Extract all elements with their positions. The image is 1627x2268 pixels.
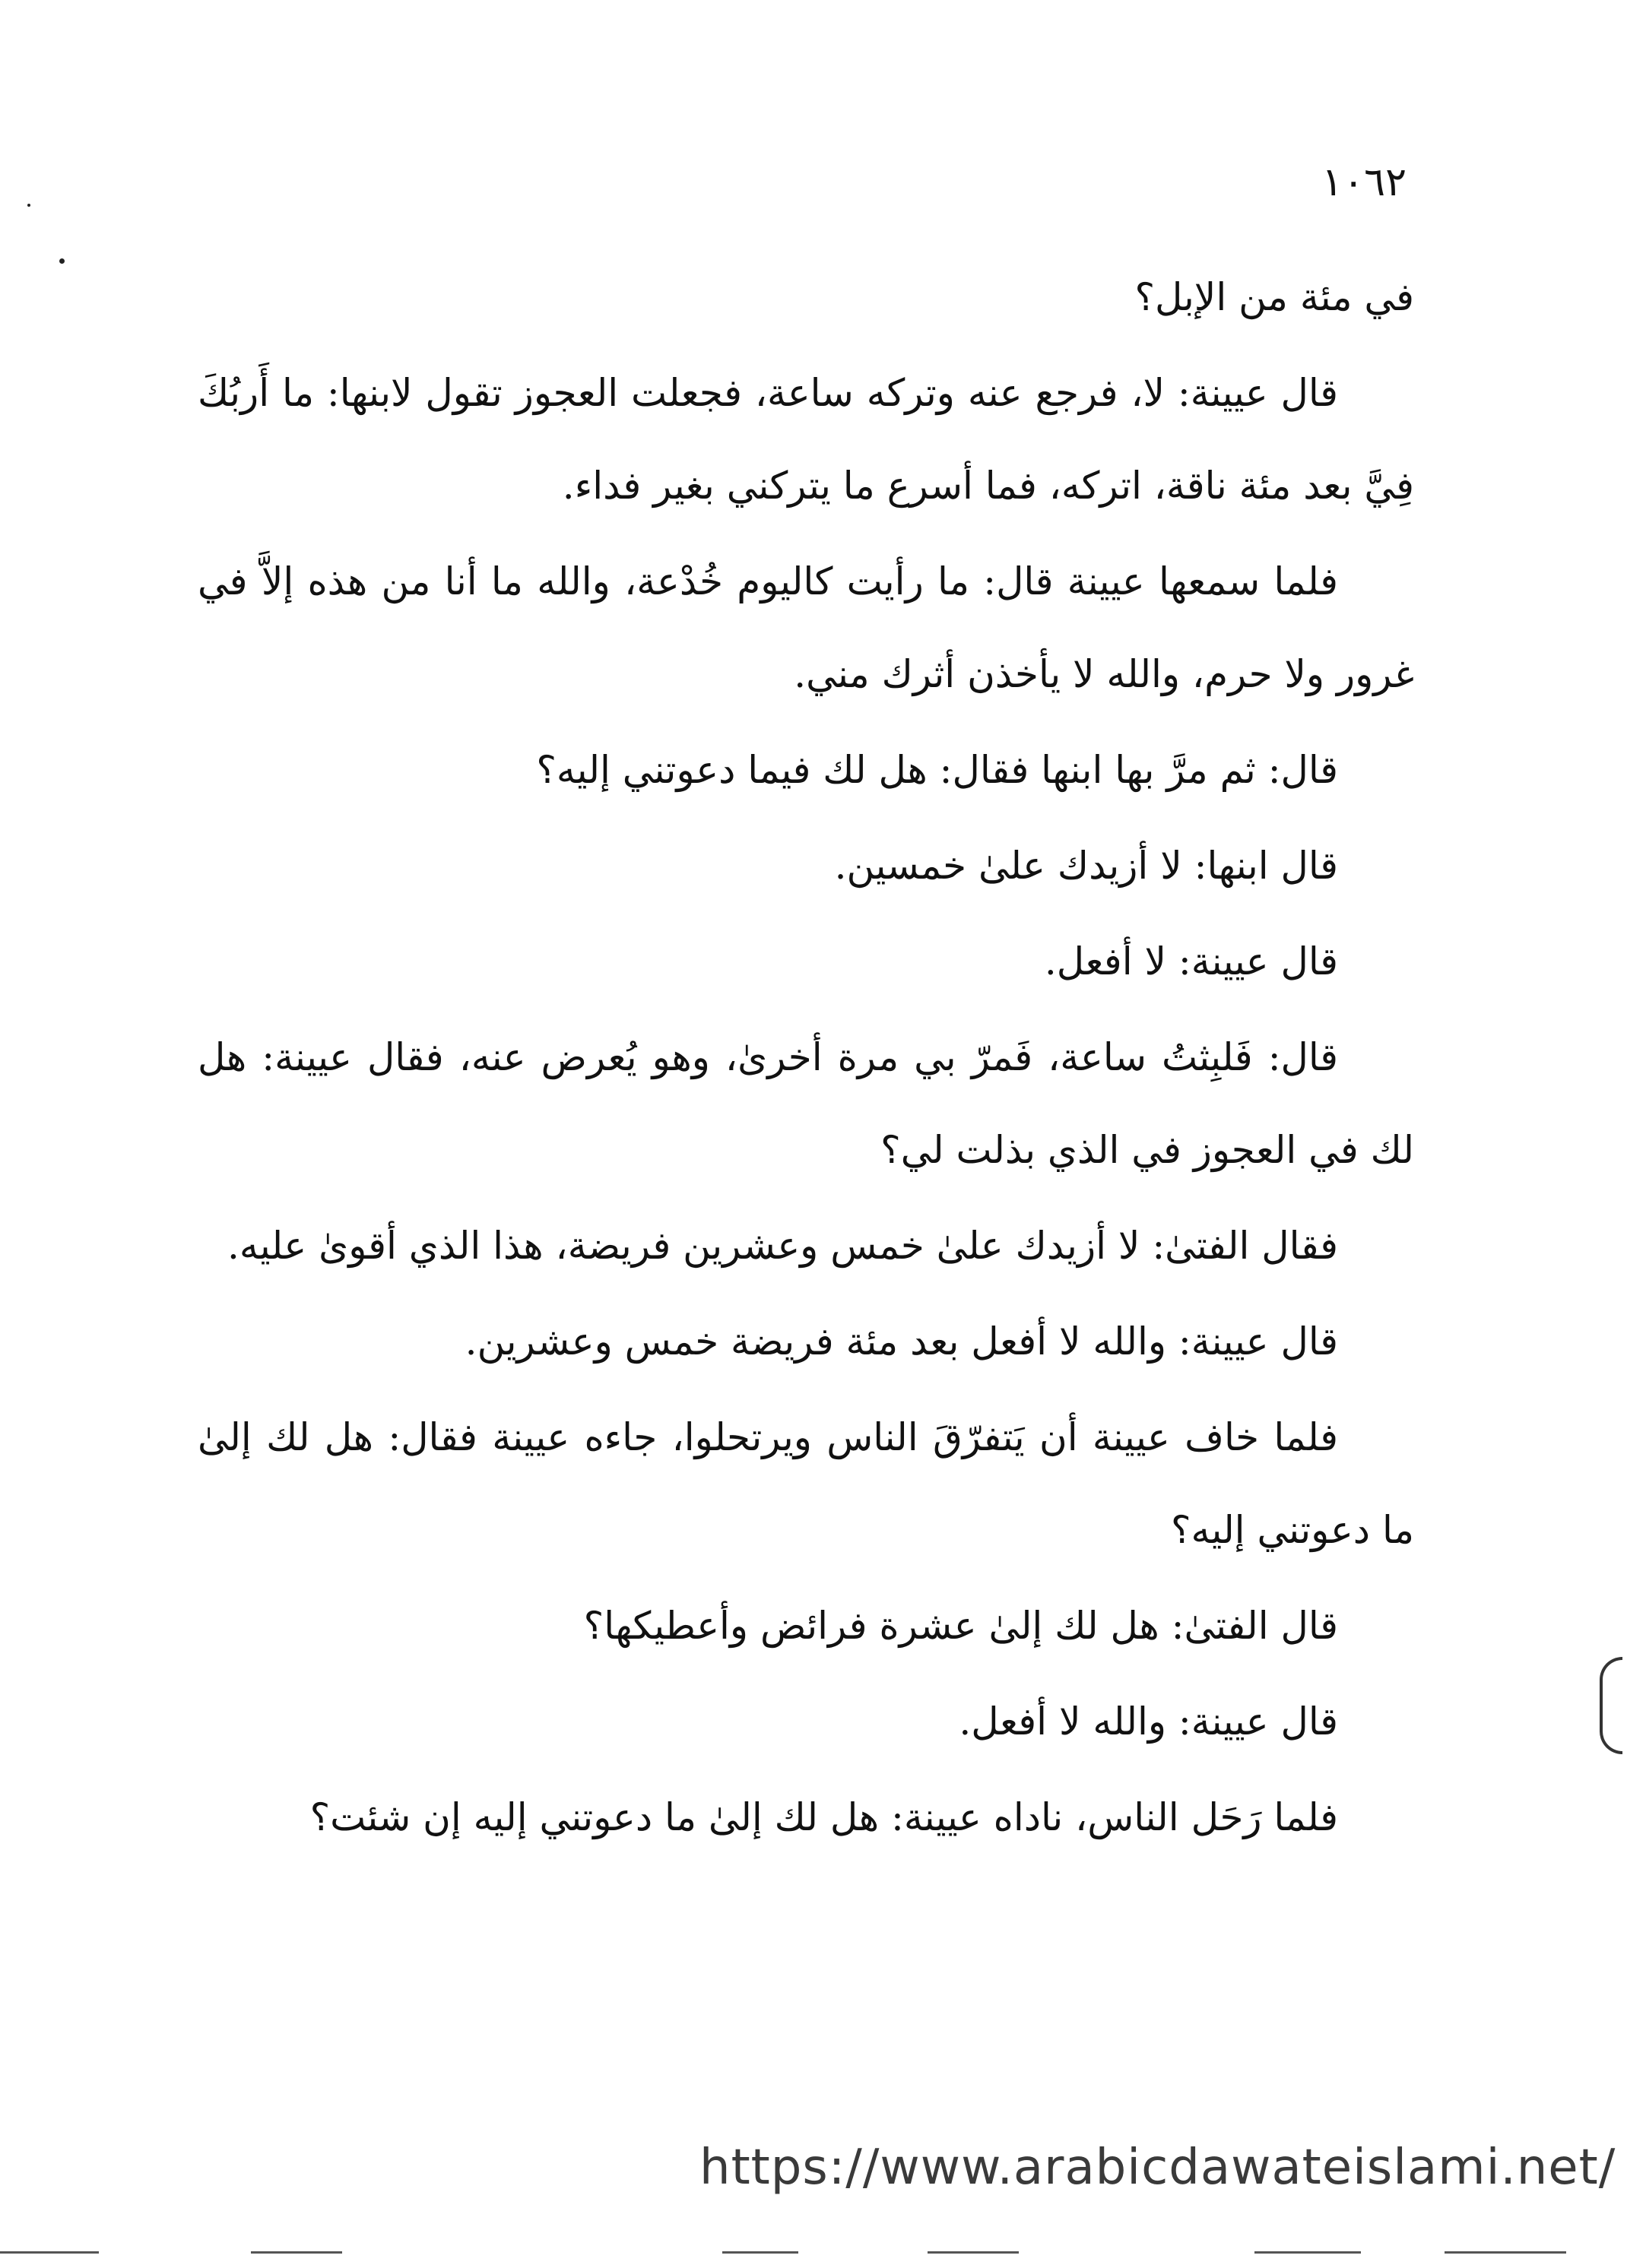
paragraph: قال ابنها: لا أزيدك علىٰ خمسين.	[834, 844, 1338, 888]
paragraph: قال: فَلبِثتُ ساعة، فَمرّ بي مرة أخرىٰ، وهو يُعرض عنه، فقال عيينة: هل لك في العجوز في الذي بذلت لي؟	[198, 1035, 1414, 1172]
bottom-rule	[928, 2251, 1019, 2254]
bottom-rule	[1254, 2251, 1361, 2254]
paragraph: قال الفتىٰ: هل لك إلىٰ عشرة فرائض وأعطيكها؟	[583, 1604, 1338, 1648]
page-number: ١٠٦٢	[1321, 160, 1407, 205]
paragraph: فقال الفتىٰ: لا أزيدك علىٰ خمس وعشرين فريضة، هذا الذي أقوىٰ عليه.	[227, 1224, 1338, 1268]
paragraph: قال: ثم مرَّ بها ابنها فقال: هل لك فيما دعوتني إليه؟	[536, 748, 1338, 792]
paragraph: قال عيينة: لا أفعل.	[1044, 939, 1338, 984]
watermark-url: https://www.arabicdawateislami.net/	[699, 2140, 1616, 2196]
body-text	[198, 251, 1414, 1867]
paragraph: قال عيينة: والله لا أفعل.	[959, 1699, 1338, 1744]
paragraph: فلما سمعها عيينة قال: ما رأيت كاليوم خُدْعة، والله ما أنا من هذه إلاَّ في غرور ولا حرم، والله لا يأخذن أثرك مني.	[198, 559, 1414, 696]
paragraph: فلما رَحَل الناس، ناداه عيينة: هل لك إلىٰ ما دعوتني إليه إن شئت؟	[309, 1795, 1338, 1839]
bottom-rule	[251, 2251, 342, 2254]
scan-speck	[27, 204, 30, 207]
paragraph: قال عيينة: والله لا أفعل بعد مئة فريضة خمس وعشرين.	[465, 1319, 1338, 1364]
bottom-rule	[0, 2251, 99, 2254]
paragraph: قال عيينة: لا، فرجع عنه وتركه ساعة، فجعلت العجوز تقول لابنها: ما أَربُكَ فِيَّ بعد مئة ناقة، اتركه، فما أسرع ما يتركني بغير فداء.	[198, 371, 1414, 508]
scan-speck	[59, 258, 65, 264]
page-edge-mark	[1600, 1657, 1622, 1754]
paragraph: في مئة من الإبل؟	[1134, 275, 1414, 319]
bottom-rule	[722, 2251, 798, 2254]
bottom-rule	[1445, 2251, 1566, 2254]
paragraph: فلما خاف عيينة أن يَتفرّقَ الناس ويرتحلوا، جاءه عيينة فقال: هل لك إلىٰ ما دعوتني إليه؟	[198, 1415, 1414, 1552]
